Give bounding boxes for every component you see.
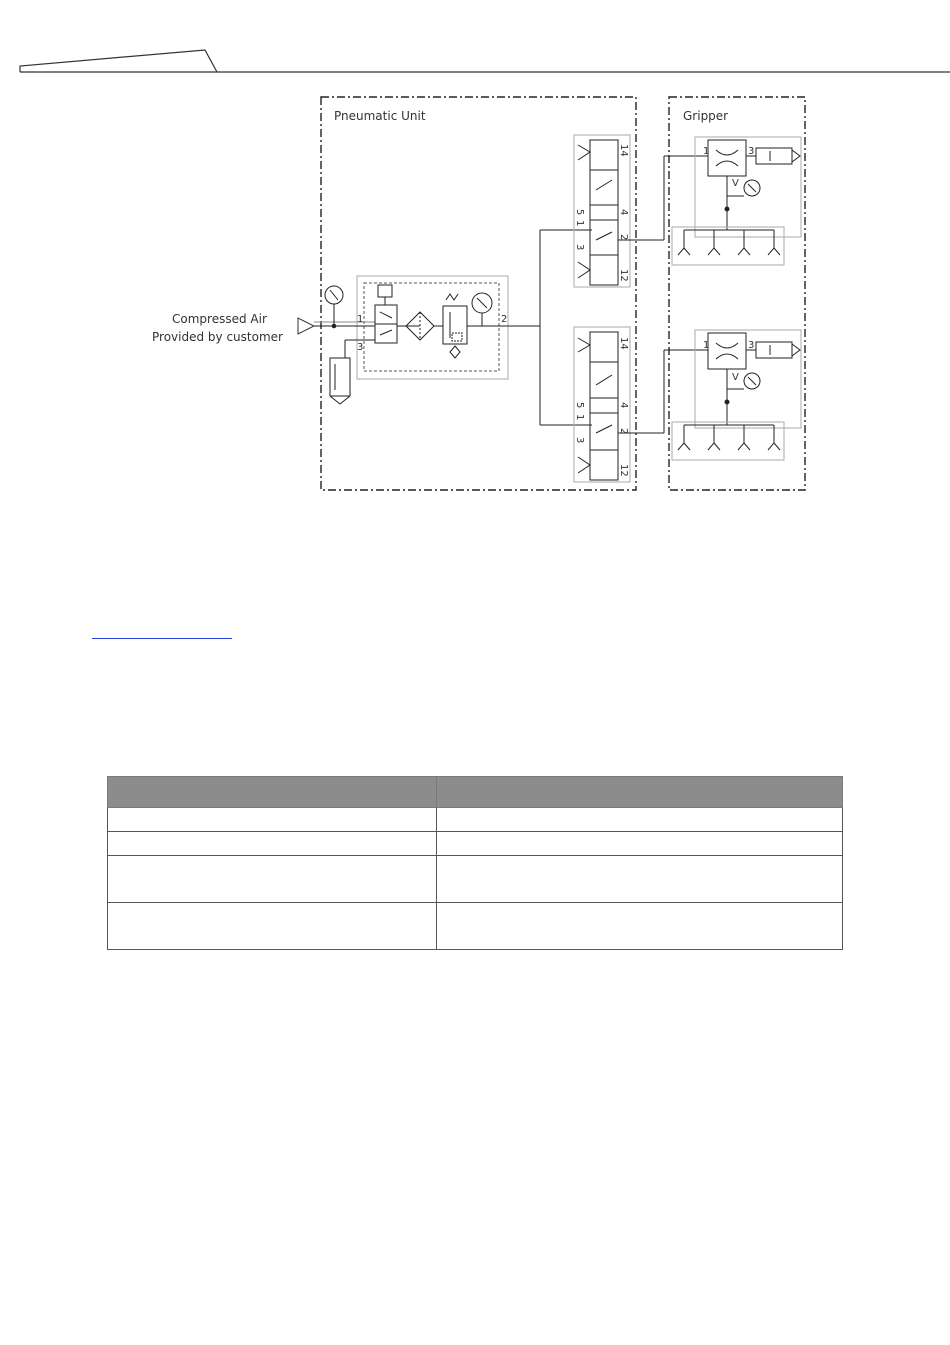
lower-ejector-port-1-label: 1 <box>703 340 710 351</box>
pneumatic-schematic <box>0 0 950 500</box>
table-header-cell <box>437 777 843 808</box>
upper-port-1-label: 1 <box>574 220 585 227</box>
vacuum-ejector-upper-icon <box>708 140 746 176</box>
silencer-lower-icon <box>756 342 792 358</box>
document-link[interactable] <box>92 626 232 639</box>
specification-table <box>107 776 843 950</box>
table-cell <box>108 856 437 903</box>
valve-lower-icon <box>590 332 618 480</box>
valve-upper-icon <box>590 140 618 285</box>
table-header-cell <box>108 777 437 808</box>
provided-by-customer-label: Provided by customer <box>152 330 283 344</box>
upper-ejector-port-3-label: 3 <box>748 146 755 157</box>
lower-port-2-label: 2 <box>618 428 629 435</box>
pneumatic-unit-label: Pneumatic Unit <box>334 109 426 123</box>
table-row <box>108 856 843 903</box>
silencer-icon <box>330 358 350 396</box>
lower-port-14-label: 14 <box>618 337 629 350</box>
upper-ejector-port-1-label: 1 <box>703 146 710 157</box>
lower-port-3-label: 3 <box>574 437 585 444</box>
pressure-regulator-icon <box>443 306 467 344</box>
table-row <box>108 903 843 950</box>
table-cell <box>108 832 437 856</box>
silencer-upper-icon <box>756 148 792 164</box>
suction-cups-lower-icon <box>678 425 780 450</box>
upper-port-3-label: 3 <box>574 244 585 251</box>
port-2-label: 2 <box>501 314 508 325</box>
lower-ejector-port-3-label: 3 <box>748 340 755 351</box>
lower-port-5-label: 5 <box>574 402 585 409</box>
upper-port-2-label: 2 <box>618 234 629 241</box>
lower-port-4-label: 4 <box>618 402 629 409</box>
upper-port-5-label: 5 <box>574 209 585 216</box>
lower-vacuum-v-label: V <box>732 372 739 383</box>
table-cell <box>437 832 843 856</box>
upper-port-14-label: 14 <box>618 144 629 157</box>
compressed-air-label: Compressed Air <box>172 312 267 326</box>
table-cell <box>437 903 843 950</box>
vacuum-ejector-lower-icon <box>708 333 746 369</box>
suction-cups-upper-icon <box>678 230 780 255</box>
air-supply-icon <box>298 318 314 334</box>
table-cell <box>437 856 843 903</box>
port-3-label: 3 <box>357 342 364 353</box>
lower-port-12-label: 12 <box>618 464 629 477</box>
table-cell <box>108 903 437 950</box>
upper-port-4-label: 4 <box>618 209 629 216</box>
lower-port-1-label: 1 <box>574 414 585 421</box>
port-1-label: 1 <box>357 314 364 325</box>
upper-vacuum-v-label: V <box>732 178 739 189</box>
table-cell <box>108 808 437 832</box>
upper-port-12-label: 12 <box>618 269 629 282</box>
table-row <box>108 808 843 832</box>
table-row <box>108 832 843 856</box>
table-cell <box>437 808 843 832</box>
gripper-label: Gripper <box>683 109 729 123</box>
